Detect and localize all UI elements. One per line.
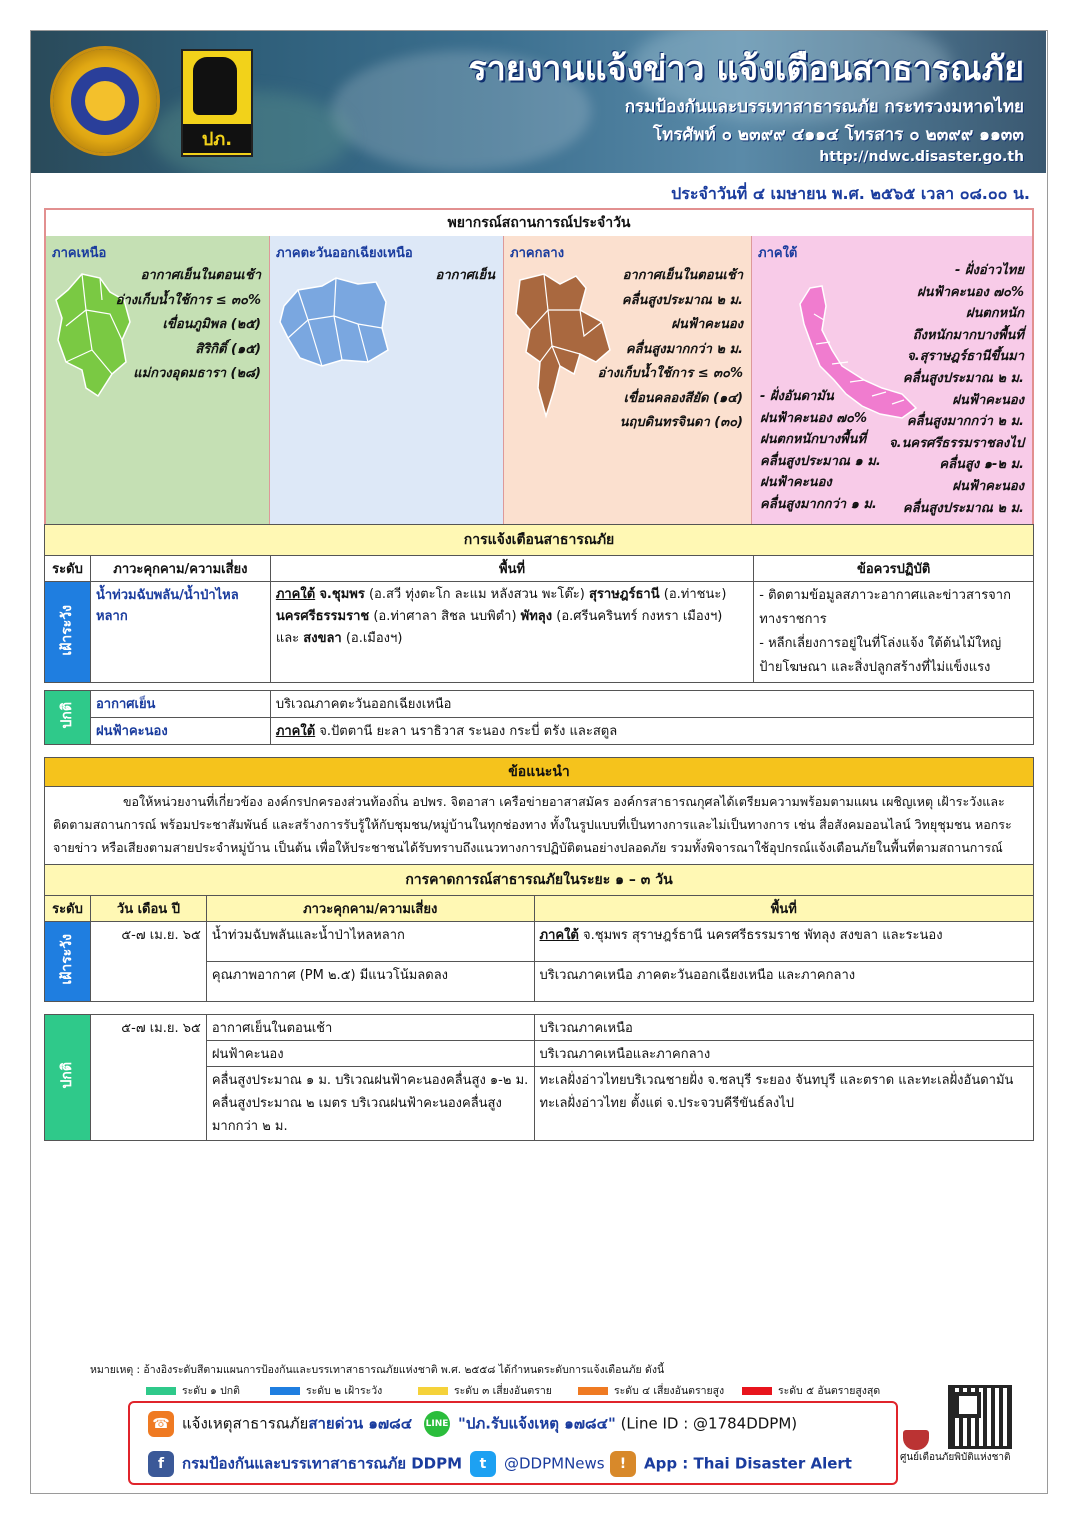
forecast-text-andaman: - ฝั่งอันดามัน ฝนฟ้าคะนอง ๗๐% ฝนตกหนักบางพื้นที่ คลื่นสูงประมาณ ๑ ม. ฝนฟ้าคะนอง คลื่นสูงมากกว่า ๑ ม. bbox=[760, 389, 881, 512]
northeast-map-icon bbox=[278, 276, 390, 368]
legend-swatch-icon bbox=[742, 1387, 772, 1395]
action-cell: - ติดตามข้อมูลสภาวะอากาศและข่าวสารจากทางราชการ - หลีกเลี่ยงการอยู่ในที่โล่งแจ้ง ใต้ต้นไม้ใหญ่ ป้ายโฆษณา และสิ่งปลูกสร้างที่ไม่แข็งแรง bbox=[754, 582, 1034, 683]
legend-note: หมายเหตุ : อ้างอิงระดับสีตามแผนการป้องกันและบรรเทาสาธารณภัยแห่งชาติ พ.ศ. ๒๕๕๘ ได้กำหนดระดับการแจ้งเตือนภัย ดังนี้ bbox=[90, 1364, 665, 1376]
phone-icon: ☎ bbox=[148, 1411, 174, 1437]
legend-item: ระดับ ๓ เสี่ยงอันตราย bbox=[418, 1382, 552, 1399]
hazard-cell: คลื่นสูงประมาณ ๑ ม. บริเวณฝนฟ้าคะนองคลื่นสูง ๑-๒ ม. คลื่นสูงประมาณ ๒ เมตร บริเวณฝนฟ้าคะนองคลื่นสูงมากกว่า ๒ ม. bbox=[206, 1067, 534, 1141]
logo-text: ปภ. bbox=[183, 124, 251, 153]
advice-title: ข้อแนะนำ bbox=[45, 758, 1034, 787]
page-title: รายงานแจ้งข่าว แจ้งเตือนสาธารณภัย bbox=[468, 49, 1024, 89]
col-hazard: ภาวะคุกคาม/ความเสี่ยง bbox=[90, 556, 270, 582]
area-cell: บริเวณภาคตะวันออกเฉียงเหนือ bbox=[270, 691, 1033, 718]
col-area: พื้นที่ bbox=[534, 896, 1034, 922]
line-contact[interactable]: LINE "ปภ.รับแจ้งเหตุ ๑๗๘๔" (Line ID : @1784DDPM) bbox=[424, 1411, 797, 1437]
legend-swatch-icon bbox=[418, 1387, 448, 1395]
ndwc-label: ศูนย์เตือนภัยพิบัติแห่งชาติ bbox=[900, 1452, 1011, 1463]
warning-normal-table bbox=[44, 690, 1034, 745]
region-north bbox=[46, 236, 270, 524]
line-icon: LINE bbox=[424, 1411, 450, 1437]
warning-table bbox=[44, 524, 1034, 683]
outlook-table bbox=[44, 864, 1034, 1002]
region-central bbox=[504, 236, 752, 524]
area-cell: บริเวณภาคเหนือ bbox=[534, 1015, 1034, 1041]
legend-item: ระดับ ๔ เสี่ยงอันตรายสูง bbox=[578, 1382, 724, 1399]
qr-code-icon bbox=[948, 1385, 1012, 1449]
area-cell: บริเวณภาคเหนือ ภาคตะวันออกเฉียงเหนือ และภาคกลาง bbox=[534, 962, 1034, 1002]
hazard-cell: น้ำท่วมฉับพลันและน้ำป่าไหลหลาก bbox=[206, 922, 534, 962]
facebook-link[interactable]: f กรมป้องกันและบรรเทาสาธารณภัย DDPM bbox=[148, 1451, 462, 1477]
forecast-text: อากาศเย็นในตอนเช้า อ่างเก็บน้ำใช้การ ≤ ๓๐% เขื่อนภูมิพล (๒๕) สิริกิติ์ (๑๕) แม่กวงอุดมธารา (๒๘) bbox=[115, 268, 261, 381]
forecast-text-gulf: - ฝั่งอ่าวไทย ฝนฟ้าคะนอง ๗๐% ฝนตกหนัก ถึงหนักมากบางพื้นที่ จ.สุราษฎร์ธานีขึ้นมา คลื่นสูงประมาณ ๒ ม. ฝนฟ้าคะนอง คลื่นสูงมากกว่า ๒ ม. จ.นครศรีธรรมราชลงไป คลื่นสูง ๑-๒ ม. ฝนฟ้าคะนอง คลื่นสูงประมาณ ๒ ม. bbox=[888, 263, 1024, 516]
legend-item: ระดับ ๒ เฝ้าระวัง bbox=[270, 1382, 382, 1399]
area-cell: ทะเลฝั่งอ่าวไทยบริเวณชายฝั่ง จ.ชลบุรี ระยอง จันทบุรี และตราด และทะเลฝั่งอันดามัน ทะเลฝั่งอ่าวไทย ตั้งแต่ จ.ประจวบคีรีขันธ์ลงไป bbox=[534, 1067, 1034, 1141]
legend-item: ระดับ ๑ ปกติ bbox=[146, 1382, 240, 1399]
report-date: ประจำวันที่ ๔ เมษายน พ.ศ. ๒๕๖๕ เวลา ๐๘.๐๐ น. bbox=[671, 184, 1030, 203]
phone-fax: โทรศัพท์ ๐ ๒๓๙๙ ๔๑๑๔ โทรสาร ๐ ๒๓๙๙ ๑๑๓๓ bbox=[653, 125, 1024, 145]
legend-item: ระดับ ๕ อันตรายสูงสุด bbox=[742, 1382, 880, 1399]
facebook-icon: f bbox=[148, 1451, 174, 1477]
website-link[interactable]: http://ndwc.disaster.go.th bbox=[819, 149, 1024, 165]
hazard-cell: อากาศเย็น bbox=[90, 691, 270, 718]
area-cell: ภาคใต้ จ.ปัตตานี ยะลา นราธิวาส ระนอง กระบี่ ตรัง และสตูล bbox=[270, 718, 1033, 745]
legend-swatch-icon bbox=[578, 1387, 608, 1395]
hand-icon bbox=[193, 57, 237, 115]
region-south bbox=[752, 236, 1032, 524]
col-area: พื้นที่ bbox=[270, 556, 753, 582]
date-cell: ๕-๗ เม.ย. ๖๕ bbox=[90, 922, 206, 1002]
col-level: ระดับ bbox=[45, 896, 91, 922]
forecast-title: พยากรณ์สถานการณ์ประจำวัน bbox=[46, 210, 1032, 237]
forecast-text: อากาศเย็น bbox=[435, 268, 495, 283]
hotline[interactable]: ☎ แจ้งเหตุสาธารณภัยสายด่วน ๑๗๘๔ bbox=[148, 1411, 412, 1437]
app-link[interactable]: ! App : Thai Disaster Alert bbox=[610, 1451, 852, 1477]
col-hazard: ภาวะคุกคาม/ความเสี่ยง bbox=[206, 896, 534, 922]
col-level: ระดับ bbox=[45, 556, 91, 582]
outlook-title: การคาดการณ์สาธารณภัยในระยะ ๑ – ๓ วัน bbox=[45, 865, 1034, 896]
daily-forecast bbox=[44, 208, 1034, 524]
col-action: ข้อควรปฏิบัติ bbox=[754, 556, 1034, 582]
advice-text: ขอให้หน่วยงานที่เกี่ยวข้อง องค์กรปกครองส่วนท้องถิ่น อปพร. จิตอาสา เครือข่ายอาสาสมัคร องค์กรสาธารณกุศลได้เตรียมความพร้อมตามแผน เผชิญเหตุ เฝ้าระวังและติดตามสถานการณ์ พร้อมประชาสัมพันธ์ และสร้างการรับรู้ให้กับชุมชน/หมู่บ้านในทุกช่องทาง ทั้งในรูปแบบที่เป็นทางการและไม่เป็นทางการ เช่น สื่อสังคมออนไลน์ วิทยุชุมชน หอกระจายข่าว หรือเสียงตามสายประจำหมู่บ้าน เป็นต้น เพื่อให้ประชาชนได้รับทราบถึงแนวทางการปฏิบัติตนอย่างปลอดภัย รวมทั้งพิจารณาใช้อุปกรณ์แจ้งเตือนภัยในพื้นที่ตามสถานการณ์ bbox=[45, 787, 1034, 886]
hazard-cell: คุณภาพอากาศ (PM ๒.๕) มีแนวโน้มลดลง bbox=[206, 962, 534, 1002]
level-normal-badge: ปกติ bbox=[45, 691, 91, 745]
hazard-cell: น้ำท่วมฉับพลัน/น้ำป่าไหลหลาก bbox=[90, 582, 270, 683]
ministry-emblem-icon bbox=[53, 49, 157, 153]
level-watch-badge: เฝ้าระวัง bbox=[45, 922, 91, 1002]
forecast-text: อากาศเย็นในตอนเช้า คลื่นสูงประมาณ ๒ ม. ฝนฟ้าคะนอง คลื่นสูงมากกว่า ๒ ม. อ่างเก็บน้ำใช้การ ≤ ๓๐% เขื่อนคลองสียัด (๑๔) นฤบดินทรจินดา (๓๐) bbox=[597, 268, 743, 430]
region-name: ภาคกลาง bbox=[510, 246, 565, 261]
region-northeast bbox=[270, 236, 504, 524]
region-name: ภาคใต้ bbox=[758, 246, 798, 261]
area-cell: ภาคใต้ จ.ชุมพร สุราษฎร์ธานี นครศรีธรรมราช พัทลุง สงขลา และระนอง bbox=[534, 922, 1034, 962]
hazard-cell: ฝนฟ้าคะนอง bbox=[206, 1041, 534, 1067]
twitter-icon: t bbox=[470, 1451, 496, 1477]
twitter-link[interactable]: t @DDPMNews bbox=[470, 1451, 605, 1477]
legend-swatch-icon bbox=[270, 1387, 300, 1395]
legend-swatch-icon bbox=[146, 1387, 176, 1395]
header-banner bbox=[31, 31, 1046, 173]
date-cell: ๕-๗ เม.ย. ๖๕ bbox=[90, 1015, 206, 1141]
region-name: ภาคเหนือ bbox=[52, 246, 107, 261]
contact-box bbox=[128, 1401, 898, 1485]
outlook-normal-table bbox=[44, 1014, 1034, 1141]
agency-name: กรมป้องกันและบรรเทาสาธารณภัย กระทรวงมหาดไทย bbox=[624, 97, 1024, 117]
app-icon: ! bbox=[610, 1451, 636, 1477]
dpm-logo bbox=[181, 49, 253, 157]
col-date: วัน เดือน ปี bbox=[90, 896, 206, 922]
level-normal-badge: ปกติ bbox=[45, 1015, 91, 1141]
area-cell: ภาคใต้ จ.ชุมพร (อ.สวี ทุ่งตะโก ละแม หลังสวน พะโต๊ะ) สุราษฎร์ธานี (อ.ท่าชนะ) นครศรีธรรมราช (อ.ท่าศาลา สิชล นบพิตำ) พัทลุง (อ.ศรีนครินทร์ กงหรา เมืองฯ) และ สงขลา (อ.เมืองฯ) bbox=[270, 582, 753, 683]
hazard-cell: ฝนฟ้าคะนอง bbox=[90, 718, 270, 745]
warning-title: การแจ้งเตือนสาธารณภัย bbox=[45, 525, 1034, 556]
area-cell: บริเวณภาคเหนือและภาคกลาง bbox=[534, 1041, 1034, 1067]
hazard-cell: อากาศเย็นในตอนเช้า bbox=[206, 1015, 534, 1041]
level-watch-badge: เฝ้าระวัง bbox=[45, 582, 91, 683]
region-name: ภาคตะวันออกเฉียงเหนือ bbox=[276, 246, 413, 261]
